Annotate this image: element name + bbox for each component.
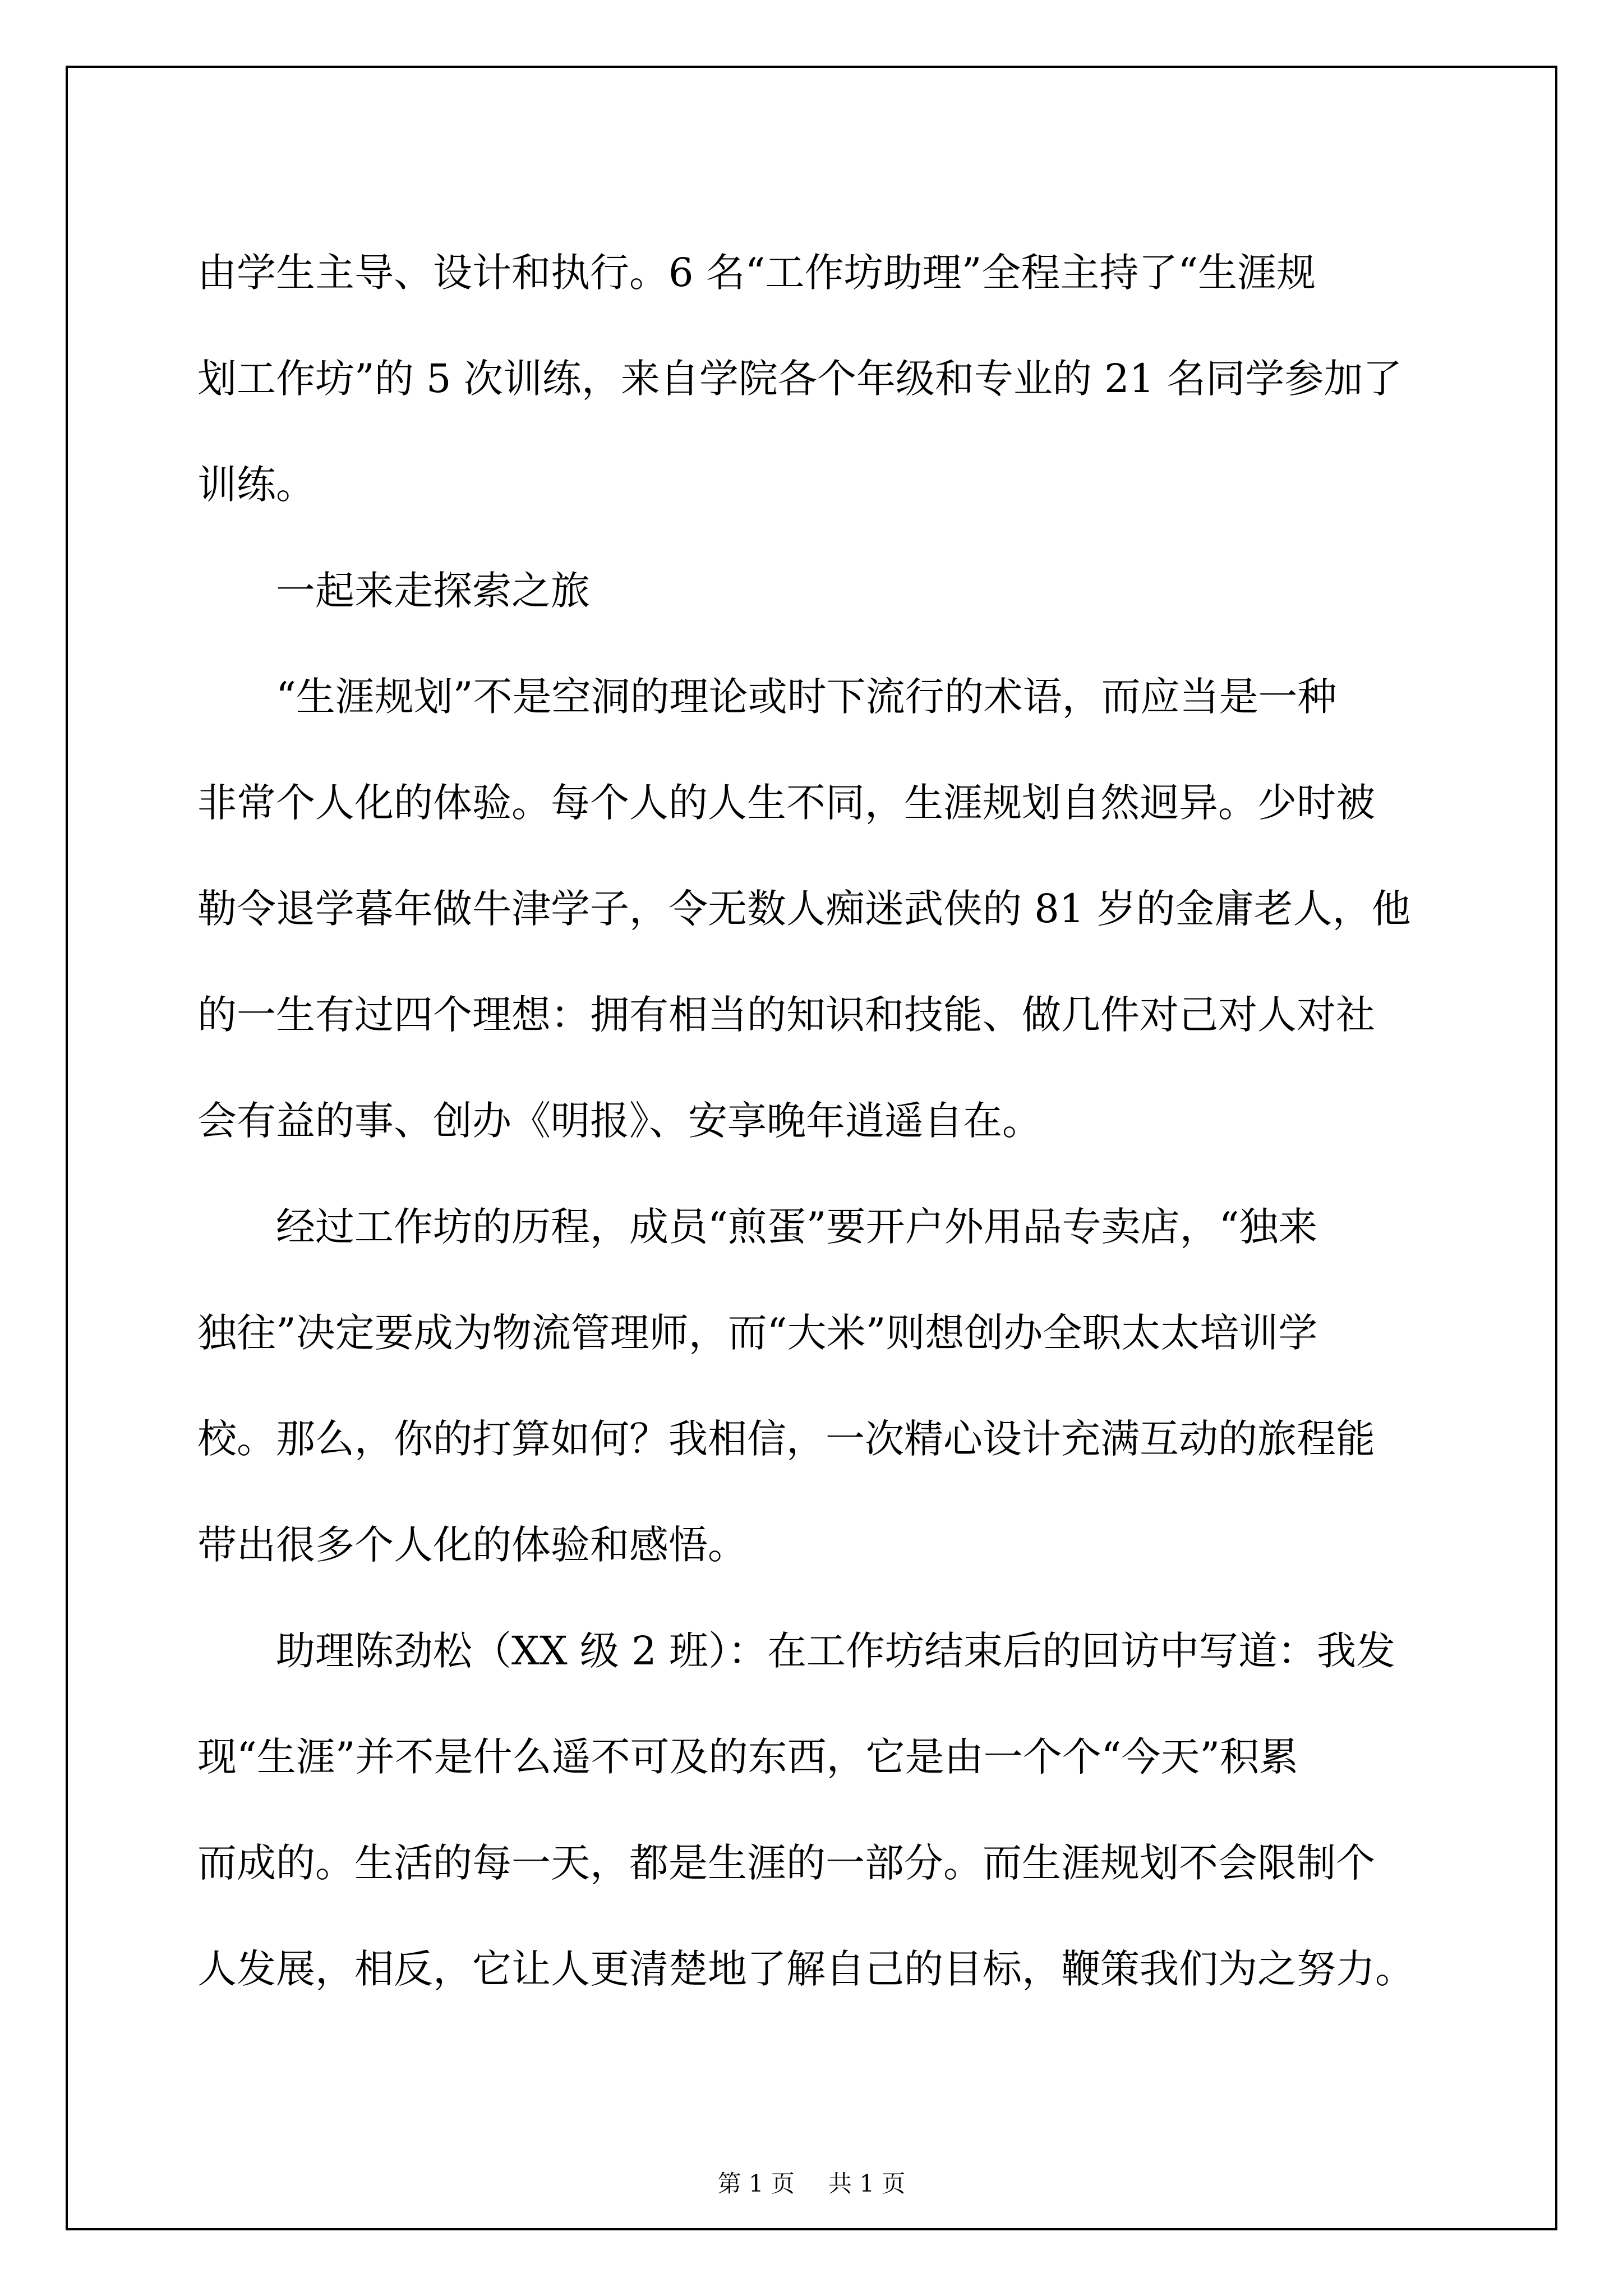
page-footer (0, 2170, 1623, 2198)
text-line: 一起来走探索之旅 (276, 568, 590, 614)
text-line: 由学生主导、设计和执行。6 名“工作坊助理”全程主持了“生涯规 (197, 250, 1316, 296)
paragraph (197, 1598, 1426, 2022)
text-line: 人发展，相反，它让人更清楚地了解自己的目标，鞭策我们为之努力。 (197, 1946, 1414, 1992)
text-line: 带出很多个人化的体验和感悟。 (197, 1522, 747, 1568)
paragraph (197, 538, 1426, 644)
text-line: 经过工作坊的历程，成员“煎蛋”要开户外用品专卖店，“独来 (276, 1204, 1318, 1250)
text-line: 助理陈劲松（XX 级 2 班）：在工作坊结束后的回访中写道：我发 (276, 1628, 1395, 1674)
text-line: “生涯规划”不是空洞的理论或时下流行的术语，而应当是一种 (276, 674, 1337, 720)
page-number: 第 1 页 (717, 2170, 795, 2197)
paragraph (197, 644, 1426, 1174)
paragraph (197, 220, 1426, 538)
document-body (197, 220, 1426, 2022)
text-line: 划工作坊”的 5 次训练，来自学院各个年级和专业的 21 名同学参加了 (197, 356, 1403, 402)
text-line: 校。那么，你的打算如何？我相信，一次精心设计充满互动的旅程能 (197, 1416, 1375, 1462)
text-line: 而成的。生活的每一天，都是生涯的一部分。而生涯规划不会限制个 (197, 1840, 1375, 1886)
text-line: 独往”决定要成为物流管理师，而“大米”则想创办全职太太培训学 (197, 1310, 1318, 1356)
text-line: 非常个人化的体验。每个人的人生不同，生涯规划自然迥异。少时被 (197, 780, 1375, 826)
text-line: 训练。 (197, 462, 315, 508)
text-line: 现“生涯”并不是什么遥不可及的东西，它是由一个个“今天”积累 (197, 1734, 1299, 1780)
text-line: 的一生有过四个理想：拥有相当的知识和技能、做几件对己对人对社 (197, 992, 1375, 1038)
text-line: 会有益的事、创办《明报》、安享晚年逍遥自在。 (197, 1098, 1041, 1144)
paragraph (197, 1174, 1426, 1598)
text-line: 勒令退学暮年做牛津学子，令无数人痴迷武侠的 81 岁的金庸老人，他 (197, 886, 1411, 932)
page-total: 共 1 页 (828, 2170, 906, 2197)
